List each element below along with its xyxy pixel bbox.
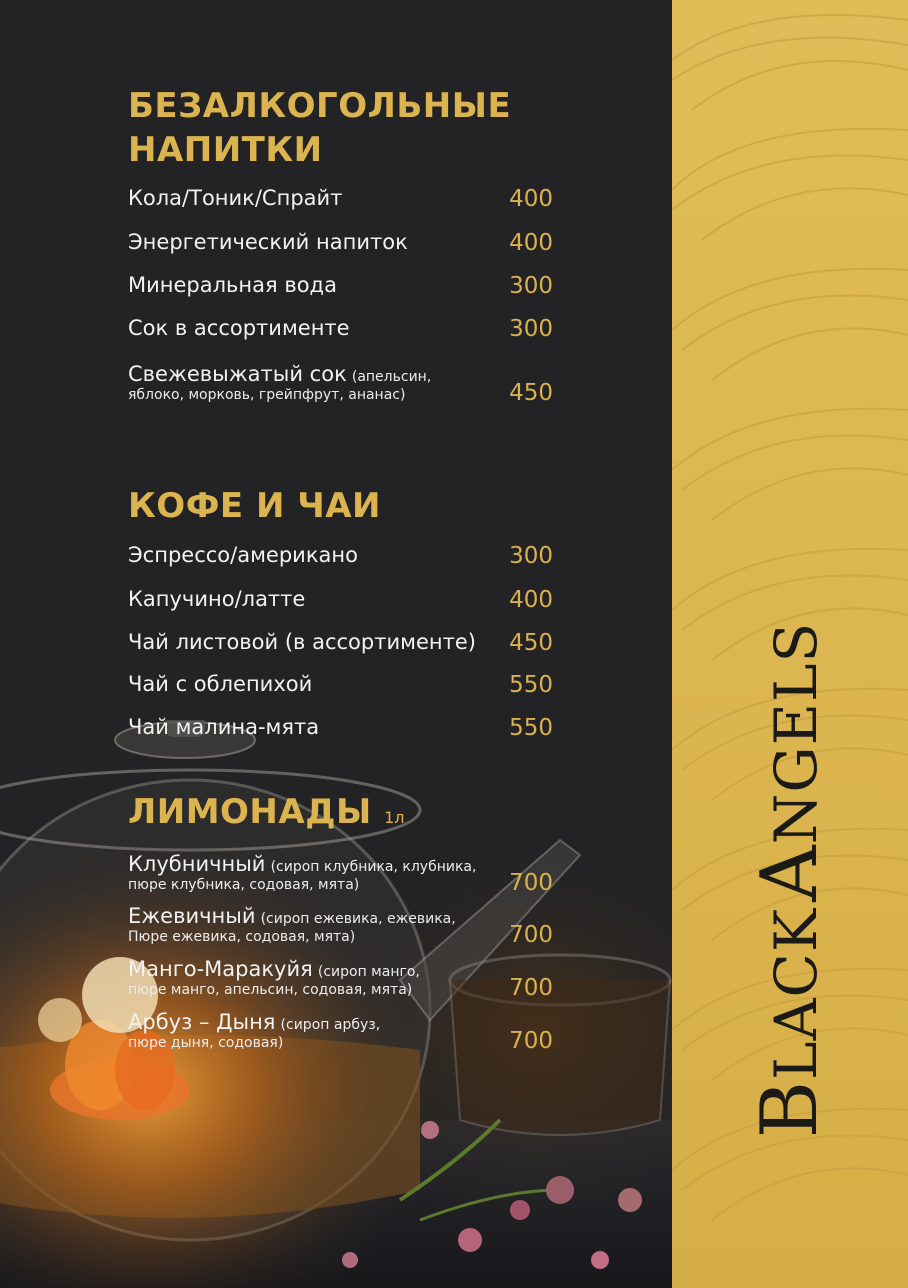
menu-item <box>128 587 553 611</box>
menu-item <box>128 957 553 1001</box>
item-description: яблоко, морковь, грейпфрут, ананас) <box>128 387 406 403</box>
item-description: (сироп ежевика, ежевика, <box>260 911 456 927</box>
item-name: Ежевичный <box>128 904 256 928</box>
item-description: (сироп манго, <box>317 964 420 980</box>
item-name: Энергетический напиток <box>128 230 408 254</box>
menu-item <box>128 630 553 654</box>
section-title-coffee-tea <box>128 484 381 528</box>
menu-item <box>128 362 553 406</box>
item-price: 550 <box>509 715 553 741</box>
item-name: Клубничный <box>128 852 266 876</box>
section-title-line: БЕЗАЛКОГОЛЬНЫЕ <box>128 86 512 126</box>
item-name: Чай с облепихой <box>128 672 313 696</box>
item-description: Пюре ежевика, содовая, мята) <box>128 929 356 945</box>
item-name: Свежевыжатый сок <box>128 362 347 386</box>
section-title-soft-drinks <box>128 84 511 172</box>
menu-item <box>128 316 553 340</box>
menu-item <box>128 186 553 210</box>
item-name: Капучино/латте <box>128 587 306 611</box>
menu-item <box>128 1010 553 1054</box>
brand-letter: B <box>745 1079 835 1139</box>
item-price: 550 <box>509 672 553 698</box>
item-description: пюре клубника, содовая, мята) <box>128 877 360 893</box>
brand-letter: A <box>745 844 835 902</box>
brand-word-rest: LACK <box>762 907 830 1080</box>
item-name: Чай малина-мята <box>128 715 320 739</box>
item-name: Эспрессо/американо <box>128 543 358 567</box>
menu-item <box>128 852 553 896</box>
item-price: 400 <box>509 587 553 613</box>
section-title-lemonades <box>128 790 404 840</box>
brand-word-rest: NGELS <box>762 621 830 845</box>
item-price: 700 <box>509 922 553 948</box>
menu-item <box>128 230 553 254</box>
section-volume-note: 1л <box>384 808 405 827</box>
item-name: Манго-Маракуйя <box>128 957 313 981</box>
section-title-line: КОФЕ И ЧАИ <box>128 486 382 526</box>
item-price: 400 <box>509 230 553 256</box>
item-price: 700 <box>509 975 553 1001</box>
item-price: 300 <box>509 543 553 569</box>
section-title-line: ЛИМОНАДЫ <box>128 792 372 832</box>
item-price: 300 <box>509 316 553 342</box>
item-price: 450 <box>509 630 553 656</box>
item-name: Арбуз – Дыня <box>128 1010 276 1034</box>
section-title-line: НАПИТКИ <box>128 130 323 170</box>
item-price: 450 <box>509 380 553 406</box>
item-price: 700 <box>509 1028 553 1054</box>
menu-item <box>128 672 553 696</box>
menu-item <box>128 715 553 739</box>
item-price: 400 <box>509 186 553 212</box>
menu-item <box>128 904 553 948</box>
item-description: (сироп клубника, клубника, <box>270 859 477 875</box>
menu-item <box>128 273 553 297</box>
item-description: (сироп арбуз, <box>280 1017 381 1033</box>
item-name: Сок в ассортименте <box>128 316 350 340</box>
item-name: Кола/Тоник/Спрайт <box>128 186 343 210</box>
item-name: Минеральная вода <box>128 273 337 297</box>
item-description: пюре дыня, содовая) <box>128 1035 284 1051</box>
item-name: Чай листовой (в ассортименте) <box>128 630 476 654</box>
item-price: 300 <box>509 273 553 299</box>
item-description: (апельсин, <box>351 369 432 385</box>
menu-item <box>128 543 553 567</box>
item-description: пюре манго, апельсин, содовая, мята) <box>128 982 413 998</box>
item-price: 700 <box>509 870 553 896</box>
